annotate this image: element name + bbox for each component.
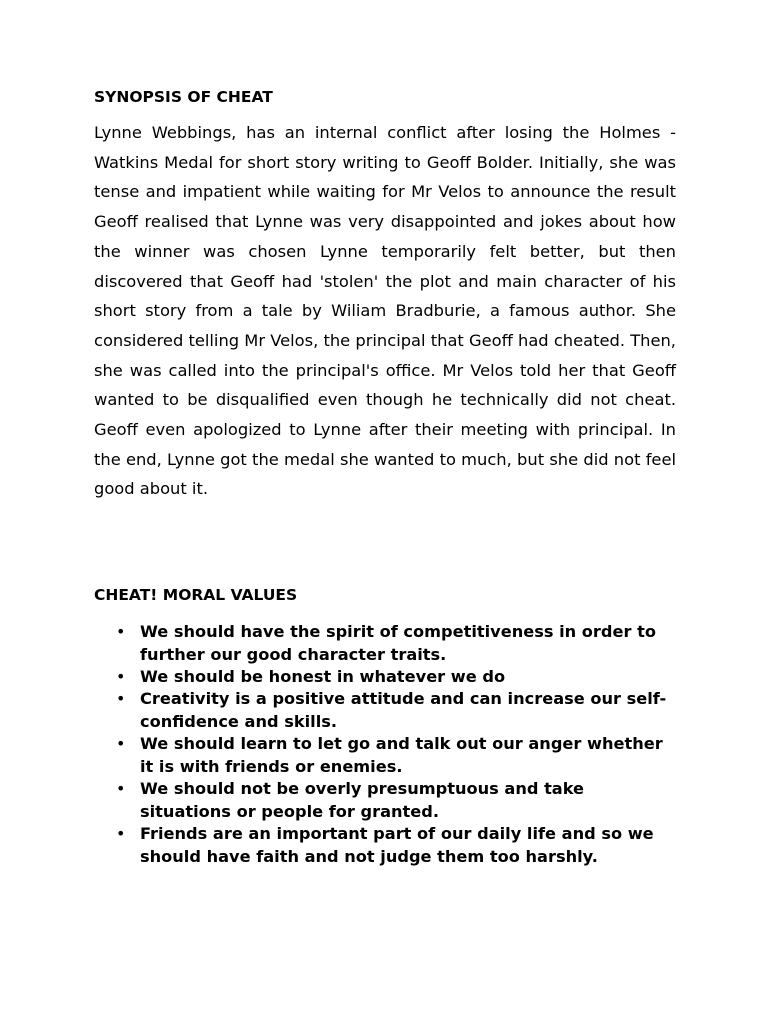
moral-values-list — [94, 620, 676, 867]
moral-value-text: We should be honest in whatever we do — [140, 667, 506, 686]
synopsis-heading: SYNOPSIS OF CHEAT — [94, 88, 273, 106]
moral-value-text: We should not be overly presumptuous and take situations or people for granted. — [140, 779, 585, 821]
moral-value-item — [94, 665, 676, 688]
bullet-icon: • — [116, 779, 126, 798]
synopsis-paragraph: Lynne Webbings, has an internal conflict after losing the Holmes - Watkins Medal for short story writing to Geoff Bolder. Initially, she was tense and impatient while waiting for Mr Velos to announce the result Geoff realised that Lynne was very disappointed and jokes about how the winner was chosen Lynne temporarily felt better, but then discovered that Geoff had 'stolen' the plot and main character of his short story from a tale by Wiliam Bradburie, a famous author. She considered telling Mr Velos, the principal that Geoff had cheated. Then, she was called into the principal's office. Mr Velos told her that Geoff wanted to be disqualified even though he technically did not cheat. Geoff even apologized to Lynne after their meeting with principal. In the end, Lynne got the medal she wanted to much, but she did not feel good about it. — [94, 123, 676, 499]
moral-values-heading: CHEAT! MORAL VALUES — [94, 586, 298, 604]
moral-value-item — [94, 732, 676, 778]
bullet-icon: • — [116, 667, 126, 686]
moral-value-text: We should have the spirit of competitiveness in order to further our good character traits. — [140, 622, 656, 664]
bullet-icon: • — [116, 689, 126, 708]
moral-value-item — [94, 822, 676, 868]
moral-value-item — [94, 620, 676, 666]
bullet-icon: • — [116, 734, 126, 753]
bullet-icon: • — [116, 824, 126, 843]
moral-value-item — [94, 687, 676, 733]
moral-value-text: We should learn to let go and talk out our anger whether it is with friends or enemies. — [140, 734, 663, 776]
moral-value-text: Friends are an important part of our daily life and so we should have faith and not judge them too harshly. — [140, 824, 654, 866]
moral-value-item — [94, 777, 676, 823]
bullet-icon: • — [116, 622, 126, 641]
moral-value-text: Creativity is a positive attitude and can increase our self-confidence and skills. — [140, 689, 667, 731]
